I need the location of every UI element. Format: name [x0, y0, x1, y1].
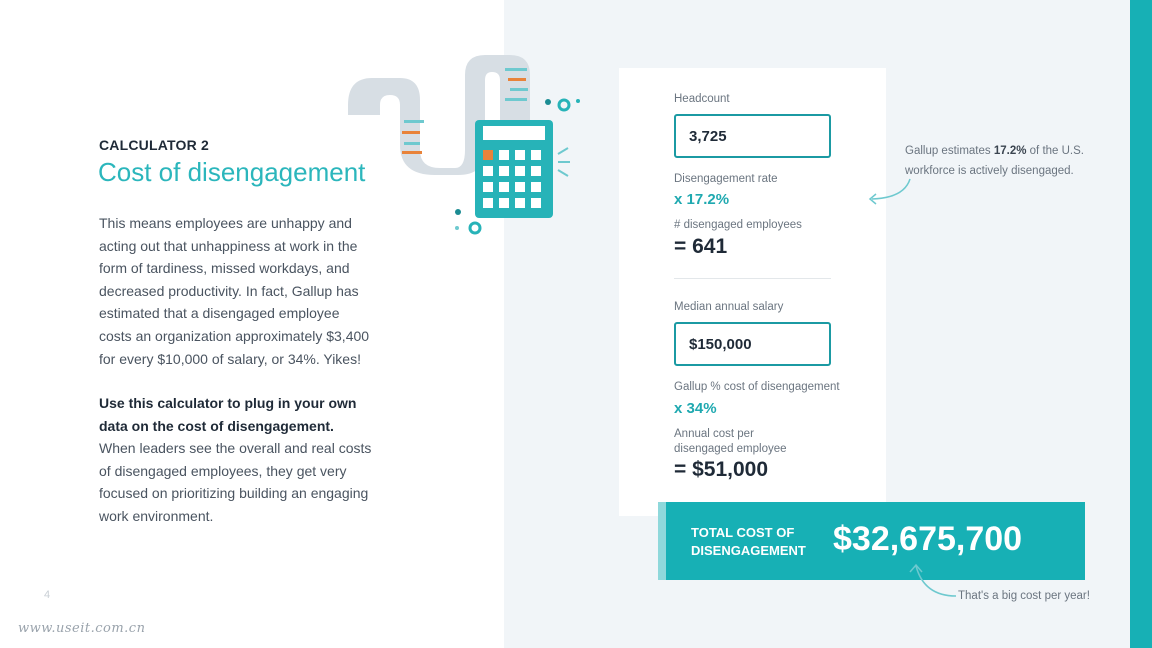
cta-bold-text: Use this calculator to plug in your own data on the cost of disengagement.	[99, 395, 357, 434]
rate-label: Disengagement rate	[674, 173, 778, 185]
gallup-value: x 34%	[674, 400, 717, 417]
page-number: 4	[44, 589, 51, 601]
headcount-input[interactable]: 3,725	[674, 114, 831, 158]
gallup-label: Gallup % cost of disengagement	[674, 381, 840, 393]
annual-value: = $51,000	[674, 458, 769, 481]
total-label: TOTAL COST OF DISENGAGEMENT	[691, 525, 806, 558]
annual-label-line1: Annual cost per	[674, 428, 754, 440]
side-note-suffix: of the U.S. workforce is actively disengaged.	[905, 145, 1084, 177]
curved-arrow-icon	[862, 176, 914, 206]
side-note-highlight: 17.2%	[993, 145, 1027, 157]
accent-stripe	[1130, 0, 1152, 648]
calculator-icon	[340, 50, 590, 240]
cta-paragraph: When leaders see the overall and real costs of disengaged employees, they get very focused on prioritizing building an engaging work environment.	[99, 440, 372, 524]
calculator-card	[619, 68, 886, 516]
intro-paragraph: This means employees are unhappy and acting out that unhappiness at work in the form of tardiness, missed workdays, and decreased productivity. In fact, Gallup has estimated that a disengaged employee costs an organization approximately $3,400 for every $10,000 of salary, or 34%. Yikes!	[99, 215, 370, 367]
page-title: Cost of disengagement	[98, 157, 366, 187]
rate-value: x 17.2%	[674, 191, 730, 208]
total-note: That's a big cost per year!	[958, 590, 1090, 602]
disengaged-value: = 641	[674, 235, 728, 258]
salary-label: Median annual salary	[674, 301, 784, 313]
disengaged-label: # disengaged employees	[674, 219, 802, 231]
annual-label-line2: disengaged employee	[674, 443, 787, 455]
total-cost-box	[666, 502, 1085, 580]
watermark: www.useit.com.cn	[18, 621, 146, 636]
divider	[674, 278, 831, 279]
section-eyebrow: CALCULATOR 2	[99, 137, 209, 153]
curved-arrow-icon	[908, 560, 958, 602]
total-value: $32,675,700	[833, 520, 1023, 558]
side-note	[905, 141, 1105, 181]
headcount-label: Headcount	[674, 93, 730, 105]
salary-input[interactable]: $150,000	[674, 322, 831, 366]
side-note-prefix: Gallup estimates	[905, 145, 994, 157]
